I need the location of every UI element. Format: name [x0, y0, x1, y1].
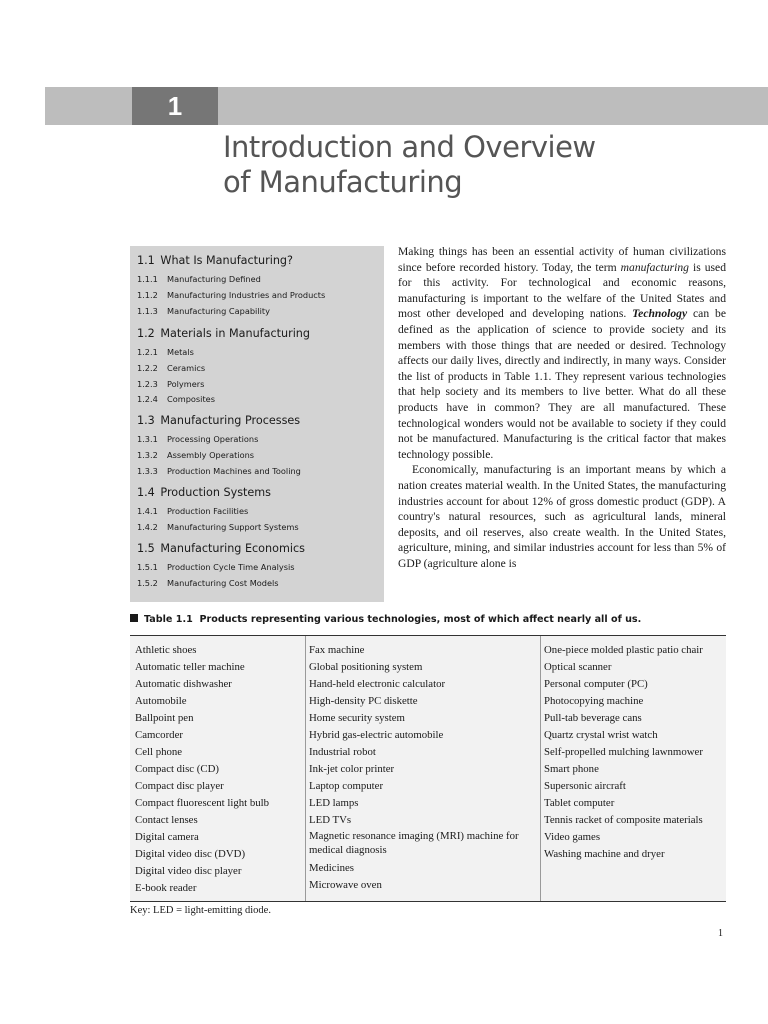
caption-square-icon — [130, 614, 138, 622]
toc-subsection-title: Ceramics — [167, 362, 206, 373]
table-label: Table 1.1 — [144, 614, 193, 625]
toc-subsection-title: Production Facilities — [167, 506, 249, 516]
toc-subsection — [137, 274, 261, 284]
toc-subsection-title: Processing Operations — [167, 434, 259, 444]
table-column-1 — [135, 642, 300, 897]
toc-subsection-number: 1.5.2 — [137, 577, 158, 588]
toc-section-number: 1.1 — [137, 254, 155, 267]
toc-subsection — [137, 434, 258, 444]
toc-subsection-number: 1.4.1 — [137, 506, 158, 516]
toc-subsection-title: Manufacturing Cost Models — [167, 577, 279, 588]
products-table — [130, 635, 726, 902]
table-cell: Automobile — [135, 695, 187, 707]
toc-section-number: 1.3 — [137, 414, 155, 427]
toc-section-number: 1.2 — [137, 327, 155, 340]
body-text — [398, 244, 726, 571]
table-cell: Washing machine and dryer — [544, 848, 665, 860]
toc-subsection-number: 1.1.2 — [137, 289, 158, 300]
toc-subsection-title: Production Machines and Tooling — [167, 465, 301, 476]
table-cell: Optical scanner — [544, 661, 612, 673]
toc-subsection-number: 1.2.2 — [137, 362, 158, 373]
table-key: Key: LED = light-emitting diode. — [130, 905, 271, 916]
table-cell: Automatic teller machine — [135, 661, 245, 673]
toc-section — [137, 414, 300, 427]
paragraph-1: Making things has been an essential activity of human civilizations since before recorded history. Today, the term manufacturing is used for this activity. For technological and economic reasons, manufacturing is important to the welfare of the United States and most other developed and developing nations. Technology can be defined as the application of science to provide society and its members with those things that are needed or desired. Technology affects our daily lives, directly and indirectly, in many ways. Consider the list of products in Table 1.1. They represent various technologies that help society and its members to live better. What do all these products have in common? They are all manufactured. These technological wonders would not be available to society if they could not be manufactured. Manufacturing is the critical factor that makes technology possible. — [398, 245, 726, 461]
toc-section-title: Materials in Manufacturing — [160, 327, 310, 340]
table-cell: Ballpoint pen — [135, 712, 194, 724]
table-cell: Camcorder — [135, 729, 183, 741]
toc-subsection-title: Manufacturing Support Systems — [167, 521, 299, 532]
table-cell: Compact disc player — [135, 780, 224, 792]
chapter-title-line2: of Manufacturing — [223, 165, 463, 199]
table-cell: Tennis racket of composite materials — [544, 814, 703, 826]
table-cell: Hybrid gas-electric automobile — [309, 729, 444, 741]
toc-subsection-number: 1.3.1 — [137, 434, 158, 444]
toc-subsection-title: Manufacturing Industries and Products — [167, 289, 326, 300]
table-cell: Pull-tab beverage cans — [544, 712, 642, 724]
toc-subsection — [137, 394, 215, 404]
toc-subsection-title: Production Cycle Time Analysis — [167, 562, 295, 572]
table-cell: Digital camera — [135, 831, 199, 843]
toc-subsection-number: 1.3.2 — [137, 449, 158, 460]
toc-section-title: Manufacturing Economics — [160, 542, 305, 555]
toc-section-title: Production Systems — [160, 486, 272, 499]
toc-subsection — [137, 522, 299, 532]
table-cell: Athletic shoes — [135, 644, 197, 656]
table-cell: E-book reader — [135, 882, 197, 894]
toc-subsection — [137, 347, 194, 357]
table-cell: Microwave oven — [309, 879, 382, 891]
table-cell: Medicines — [309, 862, 354, 874]
paragraph-2: Economically, manufacturing is an important means by which a nation creates material wealth. In the United States, the manufacturing industries account for about 12% of gross domestic product (GDP). A country's natural resources, such as agricultural lands, mineral deposits, and oil reserves, also create wealth. In the United States, agriculture, mining, and similar industries account for less than 5% of GDP (agriculture alone is — [398, 463, 726, 570]
table-cell: Smart phone — [544, 763, 599, 775]
table-cell: High-density PC diskette — [309, 695, 418, 707]
toc-subsection — [137, 506, 248, 516]
toc-subsection-number: 1.4.2 — [137, 521, 158, 532]
term-manufacturing: manufacturing — [620, 260, 689, 274]
table-cell: LED TVs — [309, 814, 352, 826]
toc-subsection-title: Manufacturing Defined — [167, 274, 261, 284]
toc-section-number: 1.4 — [137, 486, 155, 499]
toc-subsection-number: 1.2.4 — [137, 394, 158, 405]
toc-subsection-number: 1.3.3 — [137, 465, 158, 476]
table-cell: Compact disc (CD) — [135, 763, 219, 775]
toc-subsection-number: 1.2.1 — [137, 347, 158, 357]
table-cell: Home security system — [309, 712, 405, 724]
toc-subsection-number: 1.1.3 — [137, 305, 158, 316]
table-cell: Industrial robot — [309, 746, 376, 758]
table-cell: Cell phone — [135, 746, 183, 758]
toc-subsection — [137, 466, 301, 476]
toc-subsection-number: 1.1.1 — [137, 274, 158, 284]
table-cell: Photocopying machine — [544, 695, 644, 707]
table-cell: One-piece molded plastic patio chair — [544, 644, 703, 656]
toc-section-title: What Is Manufacturing? — [160, 254, 293, 267]
toc-section — [137, 486, 271, 499]
toc-subsection-title: Assembly Operations — [167, 449, 255, 460]
toc-section — [137, 327, 310, 340]
table-cell: Compact fluorescent light bulb — [135, 797, 270, 809]
toc-subsection — [137, 450, 254, 460]
toc-subsection — [137, 306, 270, 316]
toc-subsection — [137, 290, 325, 300]
table-caption — [130, 614, 730, 625]
table-column-3 — [540, 636, 727, 901]
toc-section — [137, 542, 305, 555]
toc-subsection-title: Metals — [167, 347, 194, 357]
table-column-2 — [305, 636, 536, 901]
table-cell: Quartz crystal wrist watch — [544, 729, 658, 741]
toc-subsection-number: 1.2.3 — [137, 378, 158, 389]
table-cell: Ink-jet color printer — [309, 763, 395, 775]
toc-subsection-title: Polymers — [167, 378, 205, 389]
toc-subsection-title: Composites — [167, 394, 215, 405]
table-caption-text: Products representing various technologies, most of which affect nearly all of us. — [199, 614, 642, 625]
table-cell: Automatic dishwasher — [135, 678, 232, 690]
toc-subsection-title: Manufacturing Capability — [167, 305, 270, 316]
toc-subsection — [137, 363, 205, 373]
table-cell: Video games — [544, 831, 601, 843]
chapter-number: 1 — [132, 87, 218, 125]
page-number: 1 — [718, 928, 723, 939]
table-cell: Tablet computer — [544, 797, 615, 809]
chapter-contents-box — [130, 246, 384, 602]
table-cell: Contact lenses — [135, 814, 198, 826]
table-cell: Digital video disc (DVD) — [135, 848, 246, 860]
toc-subsection-number: 1.5.1 — [137, 562, 158, 572]
table-cell: Hand-held electronic calculator — [309, 678, 446, 690]
table-cell: Digital video disc player — [135, 865, 242, 877]
toc-section-number: 1.5 — [137, 542, 155, 555]
table-cell: LED lamps — [309, 797, 359, 809]
table-cell: Self-propelled mulching lawnmower — [544, 746, 703, 758]
chapter-title-line1: Introduction and Overview — [223, 130, 596, 164]
term-technology: Technology — [632, 307, 688, 321]
table-cell: Supersonic aircraft — [544, 780, 626, 792]
table-cell: Magnetic resonance imaging (MRI) machine for medical diagnosis — [309, 830, 519, 856]
toc-section — [137, 254, 293, 267]
chapter-title — [223, 130, 763, 200]
toc-subsection — [137, 562, 295, 572]
toc-subsection — [137, 578, 279, 588]
table-cell: Global positioning system — [309, 661, 423, 673]
toc-section-title: Manufacturing Processes — [160, 414, 301, 427]
table-cell: Laptop computer — [309, 780, 384, 792]
table-cell: Personal computer (PC) — [544, 678, 648, 690]
toc-subsection — [137, 379, 204, 389]
table-cell: Fax machine — [309, 644, 365, 656]
